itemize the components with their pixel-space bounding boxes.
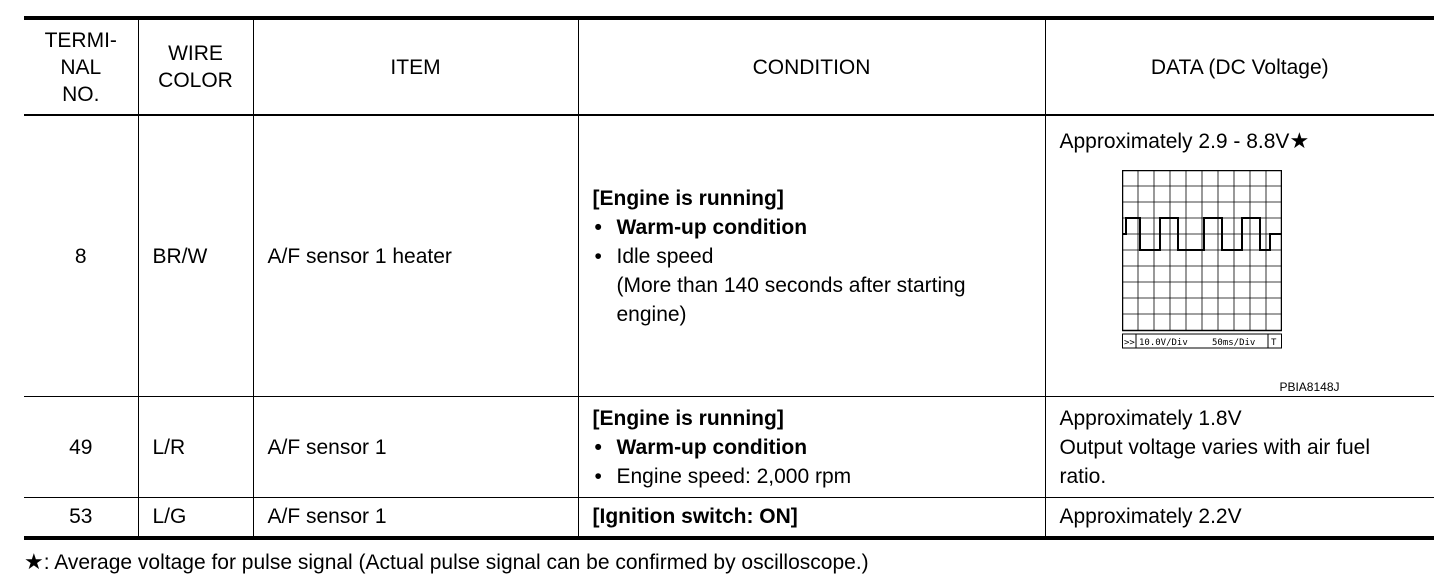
condition-title: [Ignition switch: ON] (592, 505, 798, 529)
condition-item: • Warm-up condition (593, 213, 1031, 242)
terminal-cell: 53 (24, 498, 138, 538)
condition-cell (578, 115, 1045, 397)
data-value: Approximately 1.8V (1059, 406, 1242, 430)
condition-item: • Warm-up condition (593, 433, 1031, 462)
condition-item: • Idle speed (More than 140 seconds after starting engine) (593, 242, 1031, 329)
table-row (24, 397, 1434, 498)
star-icon: ★ (24, 549, 44, 574)
footnote-text: : Average voltage for pulse signal (Actual pulse signal can be confirmed by oscilloscope.) (43, 551, 869, 574)
data-cell: Approximately 2.2V (1045, 498, 1434, 538)
footnote (24, 547, 869, 577)
scope-time-div-label: 50ms/Div (1211, 338, 1255, 348)
item-cell: A/F sensor 1 (253, 498, 578, 538)
table-row (24, 115, 1434, 397)
header-item: ITEM (253, 18, 578, 115)
condition-cell (578, 498, 1045, 538)
item-cell: A/F sensor 1 heater (253, 115, 578, 397)
header-data: DATA (DC Voltage) (1045, 18, 1434, 115)
data-note: Output voltage varies with air fuel (1059, 435, 1370, 459)
scope-volt-div-label: 10.0V/Div (1138, 338, 1188, 348)
header-condition: CONDITION (578, 18, 1045, 115)
data-note: ratio. (1059, 464, 1107, 488)
wire-color-cell: L/R (138, 397, 253, 498)
star-icon: ★ (1289, 128, 1310, 153)
figure-caption: PBIA8148J (1279, 380, 1340, 394)
scope-prefix-label: >> (1123, 338, 1135, 348)
item-cell: A/F sensor 1 (253, 397, 578, 498)
condition-list (593, 213, 1031, 329)
header-terminal: TERMI- NAL NO. (24, 18, 138, 115)
wire-color-cell: L/G (138, 498, 253, 538)
condition-cell (578, 397, 1045, 498)
data-value: Approximately 2.9 - 8.8V (1059, 130, 1290, 153)
terminal-cell: 8 (24, 115, 138, 397)
header-wire-color: WIRE COLOR (138, 18, 253, 115)
condition-list (593, 433, 1031, 491)
header-row (24, 18, 1434, 115)
data-cell (1045, 115, 1434, 397)
condition-note: (More than 140 seconds after starting (616, 273, 966, 297)
terminal-cell: 49 (24, 397, 138, 498)
data-cell (1045, 397, 1434, 498)
condition-title: [Engine is running] (592, 406, 784, 430)
scope-trigger-label: T (1270, 338, 1276, 348)
condition-title: [Engine is running] (592, 186, 784, 210)
oscilloscope-figure (1060, 156, 1360, 396)
wire-color-cell: BR/W (138, 115, 253, 397)
condition-item: • Engine speed: 2,000 rpm (593, 462, 1031, 491)
table-row (24, 498, 1434, 538)
oscilloscope-waveform (1122, 170, 1282, 355)
terminal-data-table (24, 16, 1434, 540)
condition-note: engine) (616, 302, 687, 326)
